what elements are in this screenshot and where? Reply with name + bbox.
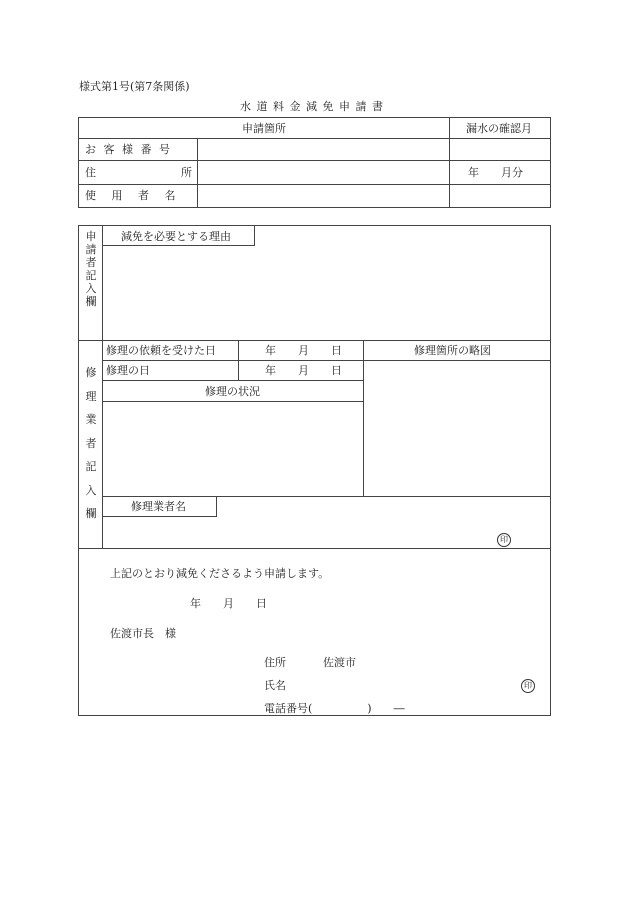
customer-number-field[interactable] [199, 139, 448, 159]
location-header: 申請箇所 [242, 122, 286, 135]
form-label: 様式第1号(第7条関係) [79, 80, 190, 93]
user-name-label: 使 用 者 名 [85, 189, 182, 202]
confirm-month-header: 漏水の確認月 [466, 122, 532, 135]
repairer-side-char: 記 [85, 460, 97, 473]
repairer-side-char: 者 [85, 436, 97, 450]
applicant-name-label: 氏名 [264, 679, 286, 692]
repairer-side-label [84, 361, 98, 526]
status-label: 修理の状況 [205, 385, 260, 398]
status-field[interactable] [104, 403, 362, 495]
reason-field[interactable] [104, 247, 549, 339]
sketch-label: 修理箇所の略図 [414, 344, 491, 357]
repair-date-label: 修理の日 [106, 364, 150, 377]
repairer-side-char: 理 [85, 389, 97, 403]
confirm-year-month: 年 月分 [468, 166, 523, 179]
repairer-side-char: 欄 [85, 507, 97, 520]
repairer-side-char: 入 [85, 483, 97, 497]
address-label: 住所 [264, 656, 286, 669]
address-label-left: 住 [85, 166, 96, 179]
repairer-side-char: 業 [85, 413, 97, 426]
declaration-addressee: 佐渡市長 様 [110, 627, 176, 640]
request-date-value[interactable]: 年 月 日 [265, 344, 342, 357]
declaration-date[interactable]: 年 月 日 [190, 597, 267, 610]
request-date-label: 修理の依頼を受けた日 [106, 344, 216, 357]
declaration-statement: 上記のとおり減免くださるよう申請します。 [110, 567, 330, 580]
user-name-field[interactable] [199, 185, 448, 206]
customer-number-label: お 客 様 番 号 [85, 143, 172, 156]
form-title: 水 道 料 金 減 免 申 請 書 [240, 100, 384, 113]
repairer-name-label: 修理業者名 [131, 500, 186, 513]
repair-date-value[interactable]: 年 月 日 [265, 364, 342, 377]
sketch-field[interactable] [365, 362, 549, 495]
repairer-side-char: 修 [85, 366, 97, 379]
address-value: 佐渡市 [323, 656, 356, 669]
address-label-right: 所 [181, 166, 192, 179]
repairer-seal-icon: 印 [497, 533, 511, 547]
applicant-side-label: 申請者記入欄 [85, 230, 97, 308]
reason-label: 減免を必要とする理由 [121, 230, 231, 243]
phone-number-field[interactable]: 電話番号( ) ― [264, 702, 405, 715]
address-field[interactable] [199, 161, 448, 183]
applicant-seal-icon: 印 [521, 679, 535, 693]
